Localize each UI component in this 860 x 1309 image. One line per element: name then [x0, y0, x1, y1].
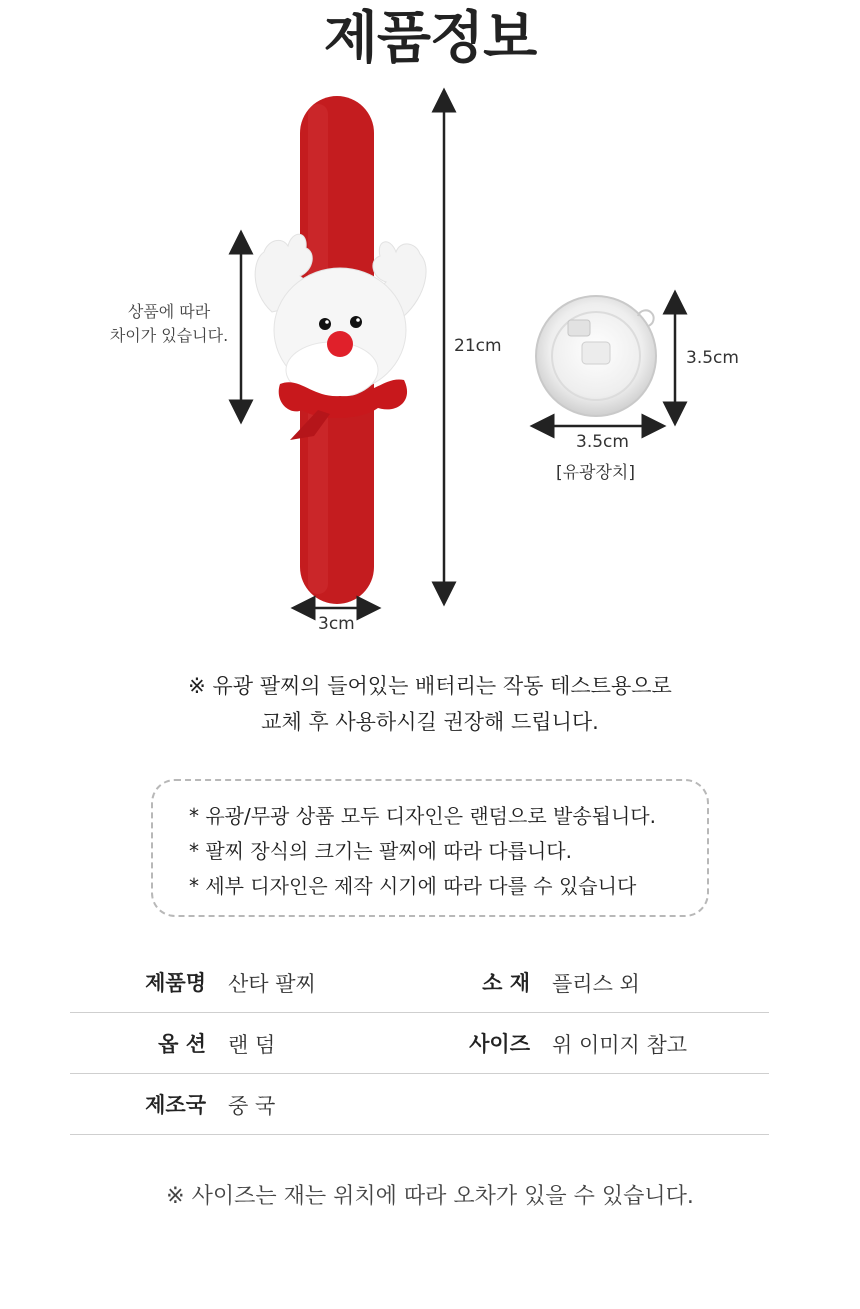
height-label: 21cm — [454, 336, 502, 356]
battery-notice-line1: ※ 유광 팔찌의 들어있는 배터리는 작동 테스트용으로 — [188, 674, 672, 698]
product-figure — [0, 80, 860, 640]
spec-table — [70, 952, 769, 1135]
variation-note-line1: 상품에 따라 — [127, 302, 211, 321]
caution-line: * 세부 디자인은 제작 시기에 따라 다를 수 있습니다 — [189, 874, 637, 898]
spec-row — [70, 1074, 769, 1135]
caution-line: * 팔찌 장식의 크기는 팔찌에 따라 다릅니다. — [189, 839, 572, 863]
spec-value-origin: 중 국 — [228, 1094, 276, 1118]
reindeer-nose — [327, 331, 353, 357]
spec-row — [70, 1013, 769, 1074]
spec-label-size: 사이즈 — [469, 1032, 530, 1056]
spec-value-material: 플리스 외 — [552, 972, 640, 996]
spec-label-name: 제품명 — [145, 971, 206, 995]
spec-label-material: 소 재 — [482, 971, 530, 995]
spec-label-origin: 제조국 — [145, 1093, 206, 1117]
reindeer-eye-left — [319, 318, 331, 330]
width-label: 3cm — [318, 614, 355, 634]
size-tolerance-note: ※ 사이즈는 재는 위치에 따라 오차가 있을 수 있습니다. — [166, 1184, 694, 1209]
spec-label-option: 옵 션 — [158, 1032, 206, 1056]
battery-notice — [0, 668, 860, 740]
spec-value-option: 랜 덤 — [228, 1033, 276, 1057]
led-device — [536, 296, 656, 416]
device-caption: [유광장치] — [556, 463, 635, 483]
battery-notice-line2: 교체 후 사용하시길 권장해 드립니다. — [261, 710, 599, 734]
reindeer-eye-right — [350, 316, 362, 328]
spec-row — [70, 952, 769, 1013]
spec-value-name: 산타 팔찌 — [228, 972, 316, 996]
caution-box — [151, 779, 709, 917]
variation-note — [96, 300, 242, 348]
variation-note-line2: 차이가 있습니다. — [109, 326, 229, 345]
device-height-label: 3.5cm — [686, 348, 739, 368]
page-title: 제품정보 — [323, 6, 537, 71]
spec-value-size: 위 이미지 참고 — [552, 1033, 688, 1057]
device-width-label: 3.5cm — [576, 432, 629, 452]
caution-line: * 유광/무광 상품 모두 디자인은 랜덤으로 발송됩니다. — [189, 804, 656, 828]
